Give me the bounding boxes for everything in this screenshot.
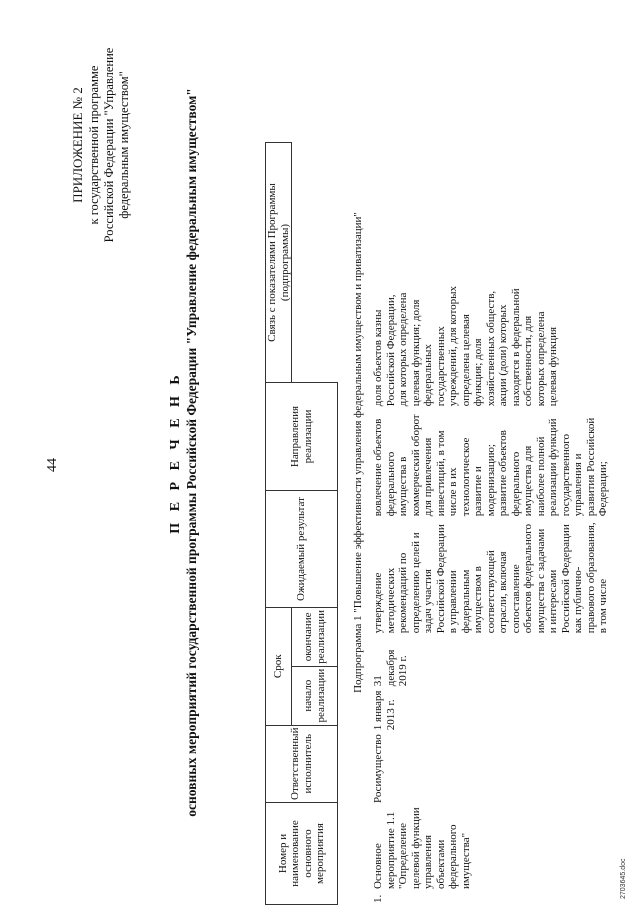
- header-number-name: Номер и наименование основного мероприятия: [266, 803, 338, 905]
- measures-table: [372, 280, 610, 905]
- document-code: 2703645.doc: [620, 858, 627, 899]
- header-end: окончание реализации: [292, 608, 338, 667]
- appendix-line: к государственной программе: [87, 65, 101, 225]
- page-number: 44: [45, 458, 60, 472]
- program-indicators-link: доля объектов казны Российской Федерации, для которых определена целевая функция; доля федеральных государственных учреждений, для которых определена целевая функция; доля хозяйственных обществ, акции (доли) которых находятся в федеральной собственности, для которых определена целевая функция: [372, 285, 559, 407]
- document-title: П Е Р Е Ч Е Н Ь: [168, 371, 183, 534]
- appendix-block: [70, 25, 132, 265]
- header-start: начало реализации: [292, 666, 338, 725]
- appendix-line: Российской Федерации "Управление: [102, 47, 116, 243]
- header-table: [265, 142, 338, 905]
- appendix-title: ПРИЛОЖЕНИЕ № 2: [70, 87, 85, 203]
- measure-name: Основное мероприятие 1.1 "Определение целевой функции управления объектами федерального имущества": [372, 807, 472, 889]
- header-responsible: Ответственный исполнитель: [266, 725, 338, 802]
- table-row: [372, 280, 610, 905]
- expected-result: утверждение методических рекомендаций по определению целей и задач участия Российской Федерации в управлении федеральным имуществом в соответствующей отрасли, включая сопоставление объектов федерального имущества с задачами и интересами Российской Федерации как публично-правового образования, в том числе: [372, 522, 609, 634]
- header-term: Срок: [266, 608, 292, 726]
- appendix-line: федеральным имуществом": [117, 71, 131, 219]
- header-link: Связь с показателями Программы (подпрограммы): [266, 143, 292, 383]
- document-subtitle: основных мероприятий государственной программы Российской Федерации "Управление федеральным имуществом": [184, 88, 199, 817]
- header-expected: Ожидаемый результат: [266, 491, 338, 608]
- end-date: 31 декабря 2019 г.: [372, 649, 409, 687]
- responsible-executor: Росимущество: [372, 734, 384, 803]
- header-directions: Направления реализации: [266, 383, 338, 491]
- implementation-directions: вовлечение объектов федерального имущества в коммерческий оборот для привлечения инвестиций, в том числе в их технологическое развитие и модернизацию; развитие объектов федерального имущества для наиболее полной реализации функций государственного управления и развития Российской Федерации;: [372, 414, 609, 517]
- row-number: 1.: [372, 894, 384, 903]
- subprogram-title: Подпрограмма 1 "Повышение эффективности управления федеральным имуществом и приватизации": [352, 212, 364, 693]
- start-date: 1 января 2013 г.: [372, 690, 397, 731]
